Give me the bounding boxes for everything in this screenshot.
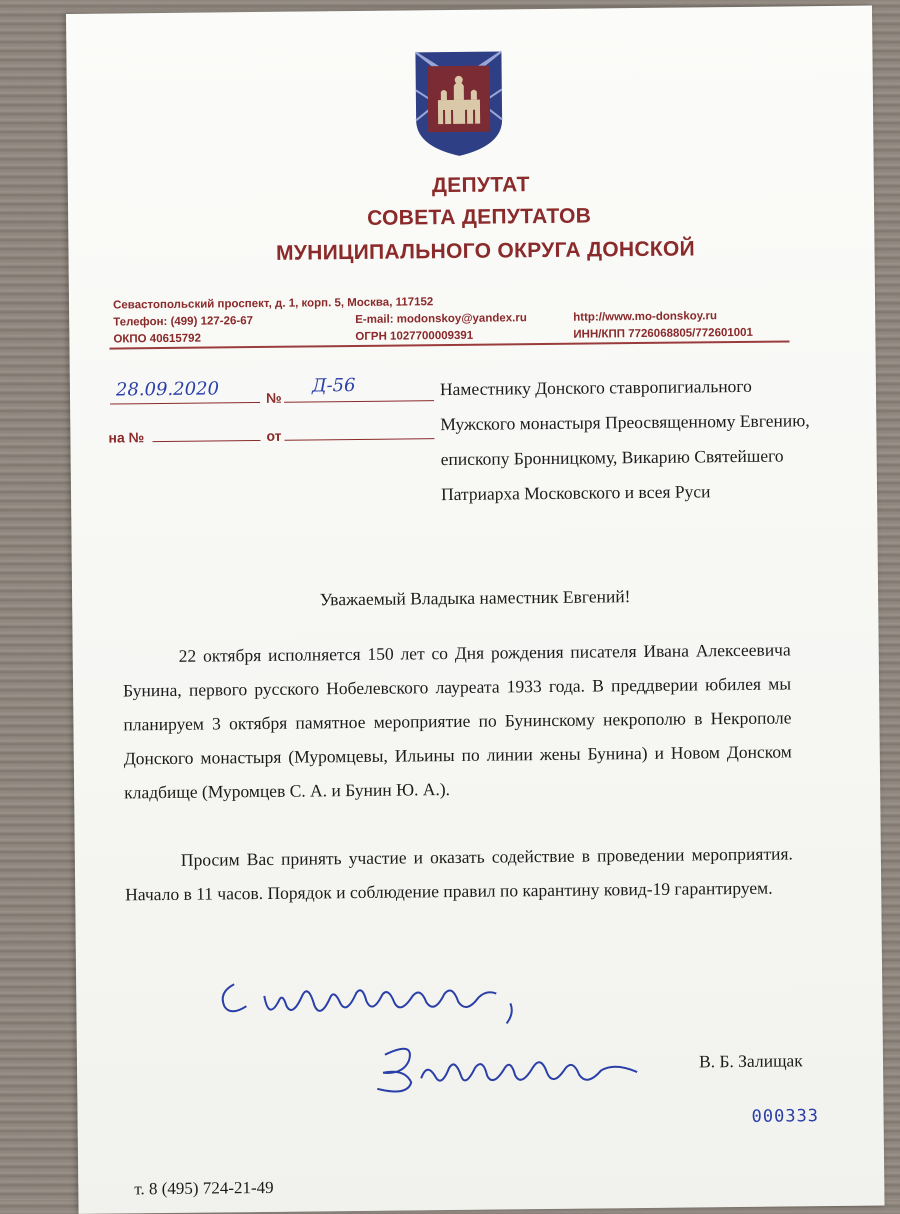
header-title-line1: ДЕПУТАТ bbox=[431, 173, 530, 198]
handwritten-closing bbox=[216, 963, 527, 1046]
addressee-block: Наместнику Донского ставропигиального Мужского монастыря Преосвященному Евгению, епископу Бронницкому, Викарию Святейшего Патриарха Московского и всея Руси bbox=[439, 375, 810, 505]
handwritten-date: 28.09.2020 bbox=[115, 378, 220, 401]
contact-phone: Телефон: (499) 127-26-67 bbox=[113, 315, 254, 329]
contact-website: http://www.mo-donskoy.ru bbox=[573, 310, 718, 324]
date-field-line bbox=[110, 402, 260, 405]
header-title-line2: СОВЕТА ДЕПУТАТОВ bbox=[367, 204, 592, 230]
contact-address: Севастопольский проспект, д. 1, корп. 5, Москва, 117152 bbox=[112, 296, 434, 312]
salutation: Уважаемый Владыка наместник Евгений! bbox=[319, 586, 631, 610]
handwritten-signature bbox=[365, 1036, 646, 1099]
coat-of-arms-icon bbox=[413, 49, 504, 158]
registration-number-stamp: 000333 bbox=[751, 1106, 820, 1127]
handwritten-number: Д-56 bbox=[311, 374, 356, 397]
in-reply-label: на № bbox=[108, 429, 145, 446]
signer-name: В. Б. Залищак bbox=[698, 1050, 803, 1072]
from-label: от bbox=[266, 427, 282, 444]
body-paragraph: Просим Вас принять участие и оказать содействие в проведении мероприятия. Начало в 11 часов. Порядок и соблюдение правил по карантину ковид-19 гарантируем. bbox=[125, 843, 793, 905]
in-reply-field-line bbox=[152, 440, 260, 442]
footer-phone: т. 8 (495) 724-21-49 bbox=[134, 1177, 274, 1199]
contact-ogrn: ОГРН 1027700009391 bbox=[355, 329, 474, 343]
letter-page bbox=[66, 6, 885, 1214]
body-paragraph: 22 октября исполняется 150 лет со Дня рождения писателя Ивана Алексеевича Бунина, первого русского Нобелевского лауреата 1933 года. В преддверии юбилея мы планируем 3 октября памятное мероприятие по Бунинскому некрополю в Некрополе Донского монастыря (Муромцевы, Ильины по линии жены Бунина) и Новом Донском кладбище (Муромцев С. А. и Бунин Ю. А.). bbox=[122, 639, 792, 803]
number-label: № bbox=[265, 389, 282, 406]
contact-okpo: ОКПО 40615792 bbox=[113, 332, 202, 346]
number-field-line bbox=[284, 400, 434, 403]
contact-email: E-mail: modonskoy@yandex.ru bbox=[355, 312, 527, 326]
header-title-line3: МУНИЦИПАЛЬНОГО ОКРУГА ДОНСКОЙ bbox=[275, 237, 696, 265]
contact-inn: ИНН/КПП 7726068805/772601001 bbox=[573, 326, 753, 341]
from-field-line bbox=[284, 438, 434, 441]
